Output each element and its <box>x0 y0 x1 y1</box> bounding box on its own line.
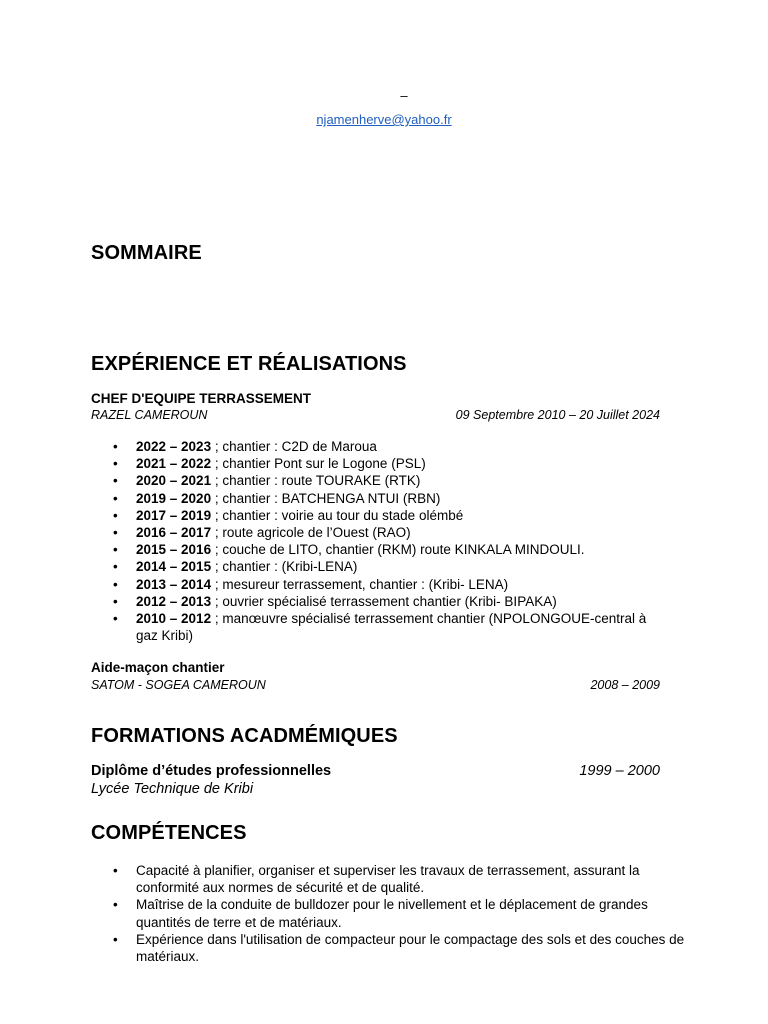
list-item <box>91 610 671 644</box>
job-title-chef-equipe: CHEF D'EQUIPE TERRASSEMENT <box>91 391 311 406</box>
job-company-razel: RAZEL CAMEROUN <box>91 408 208 422</box>
email-link[interactable]: njamenherve@yahoo.fr <box>316 112 452 127</box>
item-years: 2021 – 2022 <box>136 456 212 472</box>
item-text: ; chantier : voirie au tour du stade olémbé <box>211 507 464 523</box>
item-text: ; chantier Pont sur le Logone (PSL) <box>211 456 426 472</box>
item-years: 2012 – 2013 <box>136 593 212 609</box>
list-item: • Capacité à planifier, organiser et superviser les travaux de terrassement, assurant la conformité aux normes de sécurité et de qualité. <box>91 862 691 896</box>
job-dates-razel: 09 Septembre 2010 – 20 Juillet 2024 <box>455 408 660 422</box>
list-item <box>91 593 671 610</box>
section-title-sommaire: SOMMAIRE <box>91 242 202 264</box>
item-years: 2022 – 2023 <box>136 439 212 454</box>
item-text: ; chantier : route TOURAKE (RTK) <box>211 473 421 489</box>
list-item: • Expérience dans l'utilisation de compacteur pour le compactage des sols et des couches de matériaux. <box>91 931 691 965</box>
section-title-formations: FORMATIONS ACADMÉMIQUES <box>91 725 398 747</box>
list-item <box>91 541 671 558</box>
item-text: ; ouvrier spécialisé terrassement chantier (Kribi- BIPAKA) <box>211 593 557 609</box>
competences-list <box>91 862 691 965</box>
item-years: 2016 – 2017 <box>136 525 212 541</box>
job-title-aide-macon: Aide-maçon chantier <box>91 660 225 675</box>
list-item <box>91 558 671 575</box>
item-text: ; chantier : C2D de Maroua <box>211 439 377 454</box>
job1-achievements-list <box>91 438 671 644</box>
job-company-satom: SATOM - SOGEA CAMEROUN <box>91 678 266 692</box>
item-years: 2013 – 2014 <box>136 576 212 592</box>
list-item <box>91 576 671 593</box>
list-item: • Maîtrise de la conduite de bulldozer pour le nivellement et le déplacement de grandes quantités de terre et de matériaux. <box>91 896 691 930</box>
item-years: 2020 – 2021 <box>136 473 212 489</box>
item-years: 2010 – 2012 <box>136 611 212 627</box>
list-item <box>91 455 671 472</box>
item-years: 2019 – 2020 <box>136 490 212 506</box>
item-text: ; manœuvre spécialisé terrassement chantier (NPOLONGOUE-central à gaz Kribi) <box>136 611 647 644</box>
diploma-title: Diplôme d’études professionnelles <box>91 763 332 779</box>
item-years: 2015 – 2016 <box>136 542 212 558</box>
item-text: ; chantier : BATCHENGA NTUI (RBN) <box>211 490 441 506</box>
diploma-dates: 1999 – 2000 <box>579 763 660 779</box>
item-text: ; chantier : (Kribi-LENA) <box>211 559 358 575</box>
school-name: Lycée Technique de Kribi <box>91 781 254 797</box>
header-dash: – <box>400 88 408 103</box>
item-years: 2017 – 2019 <box>136 507 212 523</box>
list-item <box>91 472 671 489</box>
item-years: 2014 – 2015 <box>136 559 212 575</box>
item-text: ; mesureur terrassement, chantier : (Kribi- LENA) <box>211 576 509 592</box>
list-item <box>91 490 671 507</box>
item-text: ; route agricole de l’Ouest (RAO) <box>211 525 411 541</box>
job-dates-satom: 2008 – 2009 <box>590 678 660 692</box>
section-title-experience: EXPÉRIENCE ET RÉALISATIONS <box>91 353 407 375</box>
section-title-competences: COMPÉTENCES <box>91 822 247 844</box>
list-item <box>91 438 671 455</box>
item-text: ; couche de LITO, chantier (RKM) route KINKALA MINDOULI. <box>211 542 585 558</box>
list-item <box>91 507 671 524</box>
list-item <box>91 524 671 541</box>
